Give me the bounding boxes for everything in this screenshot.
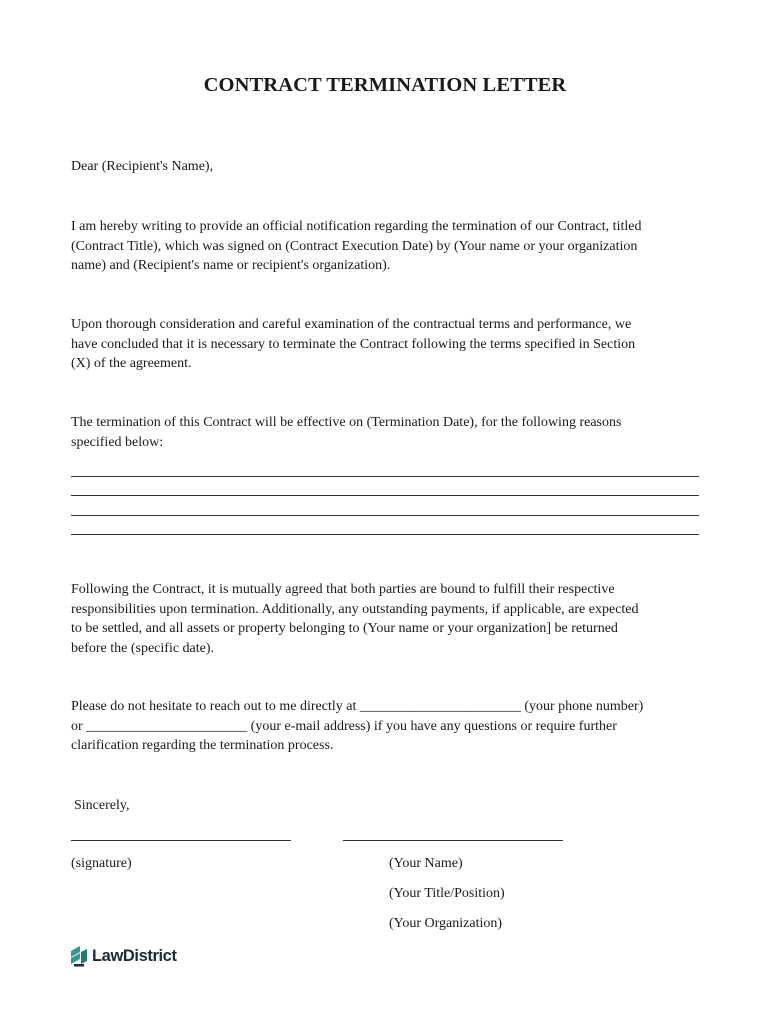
your-organization-label: (Your Organization) xyxy=(389,916,503,931)
document-title: CONTRACT TERMINATION LETTER xyxy=(203,74,567,96)
brand-logo xyxy=(70,945,177,967)
salutation: Dear (Recipient's Name), xyxy=(71,159,214,174)
paragraph-effective-date: The termination of this Contract will be effective on (Termination Date), for the following reasons specified below: xyxy=(71,415,622,450)
reason-line[interactable] xyxy=(71,476,699,477)
reason-line[interactable] xyxy=(71,534,699,535)
paragraph-contact: Please do not hesitate to reach out to me directly at _______________________ (your phone number) or _______________________ (your e-mail address) if you have any questions or require further clarification regarding the termination process. xyxy=(71,699,644,753)
signature-label: (signature) xyxy=(71,856,132,871)
name-line[interactable] xyxy=(343,840,563,841)
brand-name: LawDistrict xyxy=(92,946,177,965)
law-district-logo-icon xyxy=(70,945,88,967)
reason-line[interactable] xyxy=(71,515,699,516)
your-name-label: (Your Name) xyxy=(389,856,463,871)
paragraph-consideration: Upon thorough consideration and careful examination of the contractual terms and performance, we have concluded that it is necessary to terminate the Contract following the terms specified in Section (X) of the agreement. xyxy=(71,317,636,371)
reason-line[interactable] xyxy=(71,495,699,496)
signature-line[interactable] xyxy=(71,840,291,841)
your-title-label: (Your Title/Position) xyxy=(389,886,505,901)
paragraph-responsibilities: Following the Contract, it is mutually agreed that both parties are bound to fulfill their respective responsibilities upon termination. Additionally, any outstanding payments, if applicable, are expected to be settled, and all assets or property belonging to (Your name or your organization] be returned before the (specific date). xyxy=(71,582,639,656)
paragraph-notification: I am hereby writing to provide an official notification regarding the termination of our Contract, titled (Contract Title), which was signed on (Contract Execution Date) by (Your name or your organization name) and (Recipient's name or recipient's organization). xyxy=(71,219,642,273)
closing: Sincerely, xyxy=(74,798,130,813)
